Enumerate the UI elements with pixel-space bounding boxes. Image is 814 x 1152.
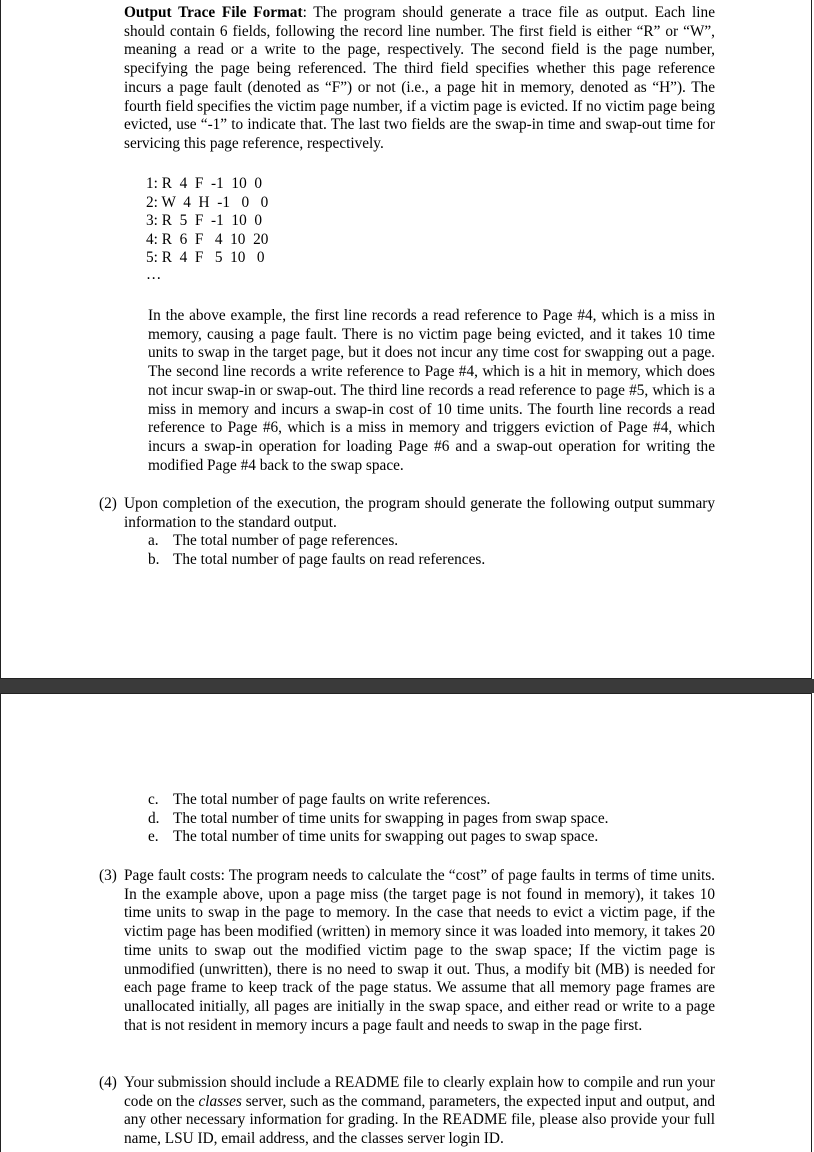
list-text: The total number of time units for swapping out pages to swap space. <box>173 828 599 846</box>
item-2 <box>99 495 715 532</box>
item-2-number: (2) <box>99 495 117 512</box>
summary-list-part-2 <box>148 791 708 847</box>
trace-line: 1: R 4 F -1 10 0 <box>146 175 263 192</box>
item-4-text-italic: classes <box>198 1092 242 1110</box>
trace-line: 4: R 6 F 4 10 20 <box>146 230 269 248</box>
trace-line: 5: R 4 F 5 10 0 <box>146 249 265 266</box>
item-4 <box>99 1074 715 1149</box>
list-item <box>148 791 708 810</box>
list-text: The total number of page references. <box>173 532 399 549</box>
list-letter: d. <box>148 809 160 827</box>
item-4-number: (4) <box>99 1074 117 1091</box>
trace-ellipsis: … <box>146 266 162 283</box>
example-explanation: In the above example, the first line records a read reference to Page #4, which is a miss in memory, causing a page fault. There is no victim page being evicted, and it takes 10 time units to swap in the target page, but it does not incur any time cost for swapping out a page. The second line records a write reference to Page #4, which is a hit in memory, which does not incur swap-in or swap-out. The third line records a read reference to page #5, which is a miss in memory and incurs a swap-in cost of 10 time units. The fourth line records a read reference to Page #6, which is a miss in memory and triggers eviction of Page #4, which incurs a swap-in operation for loading Page #6 and a swap-out operation for writing the modified Page #4 back to the swap space. <box>148 307 715 474</box>
list-text: The total number of time units for swapping in pages from swap space. <box>173 809 609 827</box>
list-text: The total number of page faults on read references. <box>173 550 486 568</box>
document-page-2 <box>0 693 812 1152</box>
list-letter: c. <box>148 791 159 808</box>
item-2-text: Upon completion of the execution, the program should generate the following output summary information to the standard output. <box>124 495 715 531</box>
item-3-number: (3) <box>99 867 117 884</box>
item-4-text-before: Your submission should include a README file to clearly explain how to compile and run your code on the <box>124 1074 715 1110</box>
item-4-text-after: server, such as the command, parameters, the expected input and output, and any other necessary information for grading. In the README file, please also provide your full name, LSU ID, email address, and the classes server login ID. <box>124 1092 715 1148</box>
item-4-text <box>124 1074 715 1149</box>
list-item <box>148 551 708 570</box>
list-text: The total number of page faults on write references. <box>173 791 491 808</box>
output-trace-heading: Output Trace File Format <box>124 4 303 21</box>
page-separator <box>0 679 814 693</box>
list-item <box>148 532 708 551</box>
list-item <box>148 810 708 829</box>
list-letter: a. <box>148 532 159 549</box>
trace-line: 2: W 4 H -1 0 0 <box>146 193 269 211</box>
list-letter: e. <box>148 828 159 846</box>
list-item <box>148 828 708 847</box>
output-trace-text: : The program should generate a trace file as output. Each line should contain 6 fields, following the record line number. The first field is either “R” or “W”, meaning a read or a write to the page, respectively. The second field is the page number, specifying the page being referenced. The third field specifies whether this page reference incurs a page fault (denoted as “F”) or not (i.e., a page hit in memory, denoted as “H”). The fourth field specifies the victim page number, if a victim page is evicted. If no victim page being evicted, use “-1” to indicate that. The last two fields are the swap-in time and swap-out time for servicing this page reference, respectively. <box>124 4 715 152</box>
output-trace-paragraph <box>124 4 715 154</box>
item-3-text: Page fault costs: The program needs to calculate the “cost” of page faults in terms of time units. In the example above, upon a page miss (the target page is not found in memory), it takes 10 time units to swap in the page to memory. In the case that needs to evict a victim page, if the victim page has been modified (written) in memory since it was loaded into memory, it takes 20 time units to swap out the modified victim page to the swap space; If the victim page is unmodified (unwritten), there is no need to swap it out. Thus, a modify bit (MB) is needed for each page frame to keep track of the page status. We assume that all memory page frames are unallocated initially, all pages are initially in the swap space, and either read or write to a page that is not resident in memory incurs a page fault and needs to swap in the page first. <box>124 867 715 1034</box>
summary-list-part-1 <box>148 532 708 569</box>
trace-line: 3: R 5 F -1 10 0 <box>146 212 263 229</box>
item-3 <box>99 867 715 1035</box>
list-letter: b. <box>148 550 160 568</box>
trace-example <box>146 175 268 268</box>
